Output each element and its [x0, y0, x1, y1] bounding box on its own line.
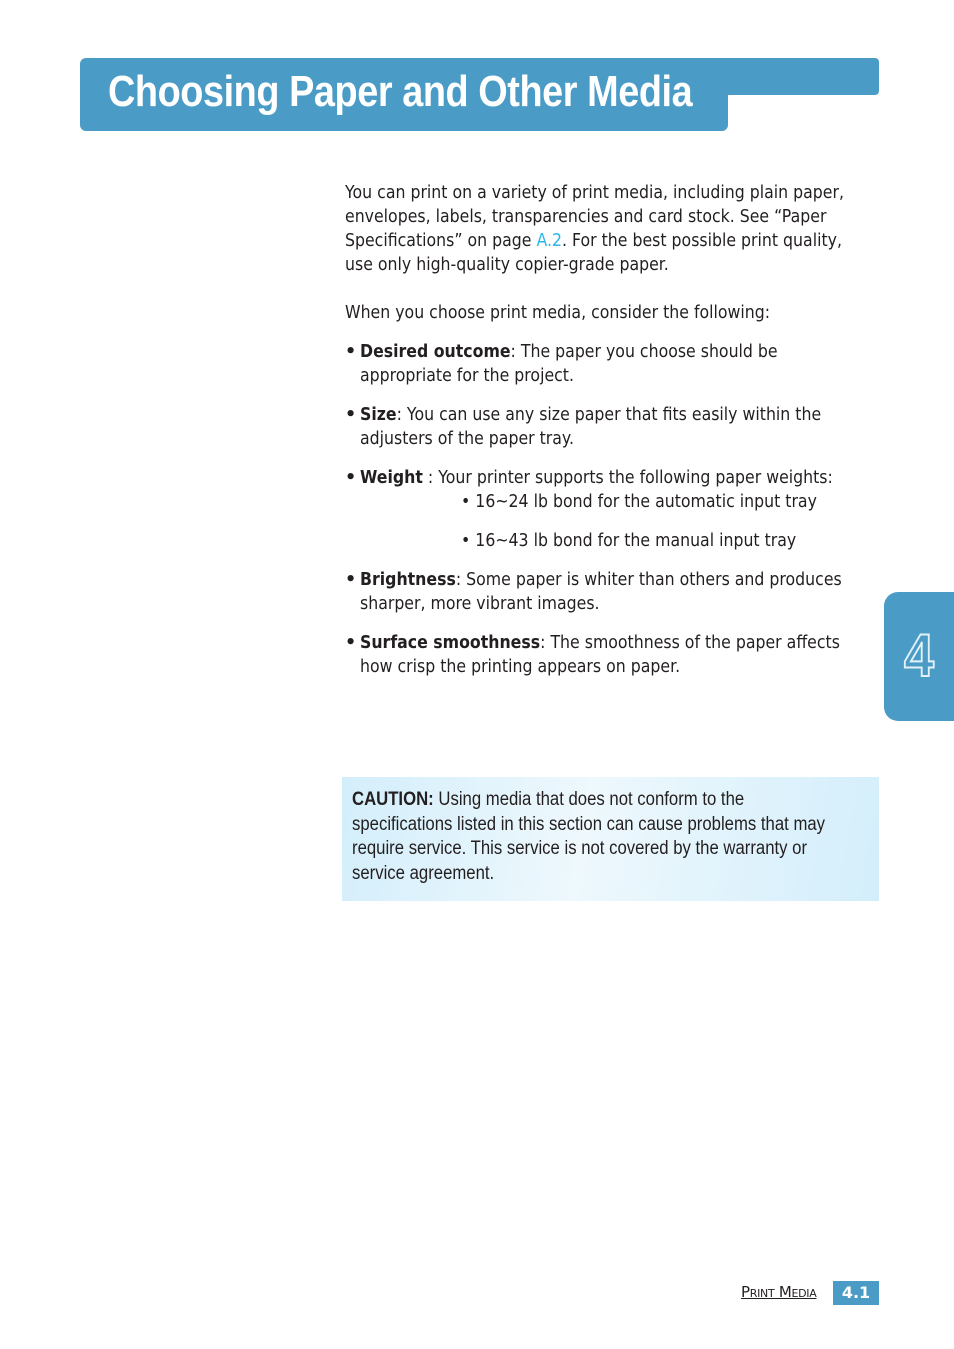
sublist-item [446, 490, 885, 514]
item-term: Desired outcome [360, 342, 511, 362]
caution-line: service agreement. [352, 862, 495, 884]
bullet-marker: • [345, 570, 357, 590]
list-item [345, 568, 885, 616]
chapter-number: 4 [903, 622, 935, 689]
item-line [360, 403, 821, 427]
item-text: : Some paper is whiter than others and produces [455, 570, 842, 590]
page-link-a2[interactable]: A.2 [536, 231, 562, 251]
sublist-text: • 16~24 lb bond for the automatic input tray [461, 492, 817, 512]
item-term: Size [360, 405, 397, 425]
sublist-item [446, 529, 885, 553]
caution-box [342, 777, 879, 901]
intro-line: use only high-quality copier-grade paper. [345, 255, 669, 275]
intro-text: Specifications” on page [345, 231, 537, 251]
footer-section-title: Print Media [741, 1283, 817, 1301]
item-line: adjusters of the paper tray. [360, 429, 575, 449]
intro-paragraph [345, 181, 885, 277]
caution-line: require service. This service is not covered by the warranty or [352, 838, 808, 859]
list-item [345, 631, 885, 679]
item-line [360, 631, 840, 655]
item-text: : Your printer supports the following paper weights: [422, 468, 833, 488]
item-text: : The smoothness of the paper affects [540, 633, 840, 653]
item-line [360, 466, 833, 490]
list-item [345, 466, 885, 553]
caution-label: CAUTION: [352, 789, 434, 810]
caution-line [352, 788, 810, 813]
sublist-text: • 16~43 lb bond for the manual input tray [461, 531, 797, 551]
item-line [360, 340, 778, 364]
bullet-marker: • [345, 633, 357, 653]
media-criteria-list [345, 340, 885, 679]
item-text: : The paper you choose should be [510, 342, 778, 362]
item-line: how crisp the printing appears on paper. [360, 657, 681, 677]
intro-line: envelopes, labels, transparencies and card stock. See “Paper [345, 207, 827, 227]
consider-line: When you choose print media, consider the following: [345, 303, 771, 323]
consider-text [345, 301, 885, 325]
bullet-marker: • [345, 468, 357, 488]
page-title: Choosing Paper and Other Media [108, 67, 693, 116]
page-number: 4.1 [833, 1281, 879, 1305]
caution-line: specifications listed in this section can cause problems that may [352, 813, 826, 835]
item-line [360, 568, 842, 592]
list-item [345, 403, 885, 451]
bullet-marker: • [345, 405, 357, 425]
item-text: : You can use any size paper that fits easily within the [396, 405, 822, 425]
item-line: appropriate for the project. [360, 366, 574, 386]
list-item [345, 340, 885, 388]
intro-text: . For the best possible print quality, [561, 231, 842, 251]
item-term: Weight [360, 468, 423, 488]
bullet-marker: • [345, 342, 357, 362]
weight-sublist [360, 490, 885, 553]
item-term: Brightness [360, 570, 456, 590]
item-term: Surface smoothness [360, 633, 541, 653]
intro-line [345, 229, 842, 253]
caution-line-text: Using media that does not conform to the [433, 789, 745, 810]
body-content [345, 181, 885, 694]
intro-line: You can print on a variety of print media, including plain paper, [345, 183, 844, 203]
item-line: sharper, more vibrant images. [360, 594, 600, 614]
caution-text [352, 788, 826, 886]
